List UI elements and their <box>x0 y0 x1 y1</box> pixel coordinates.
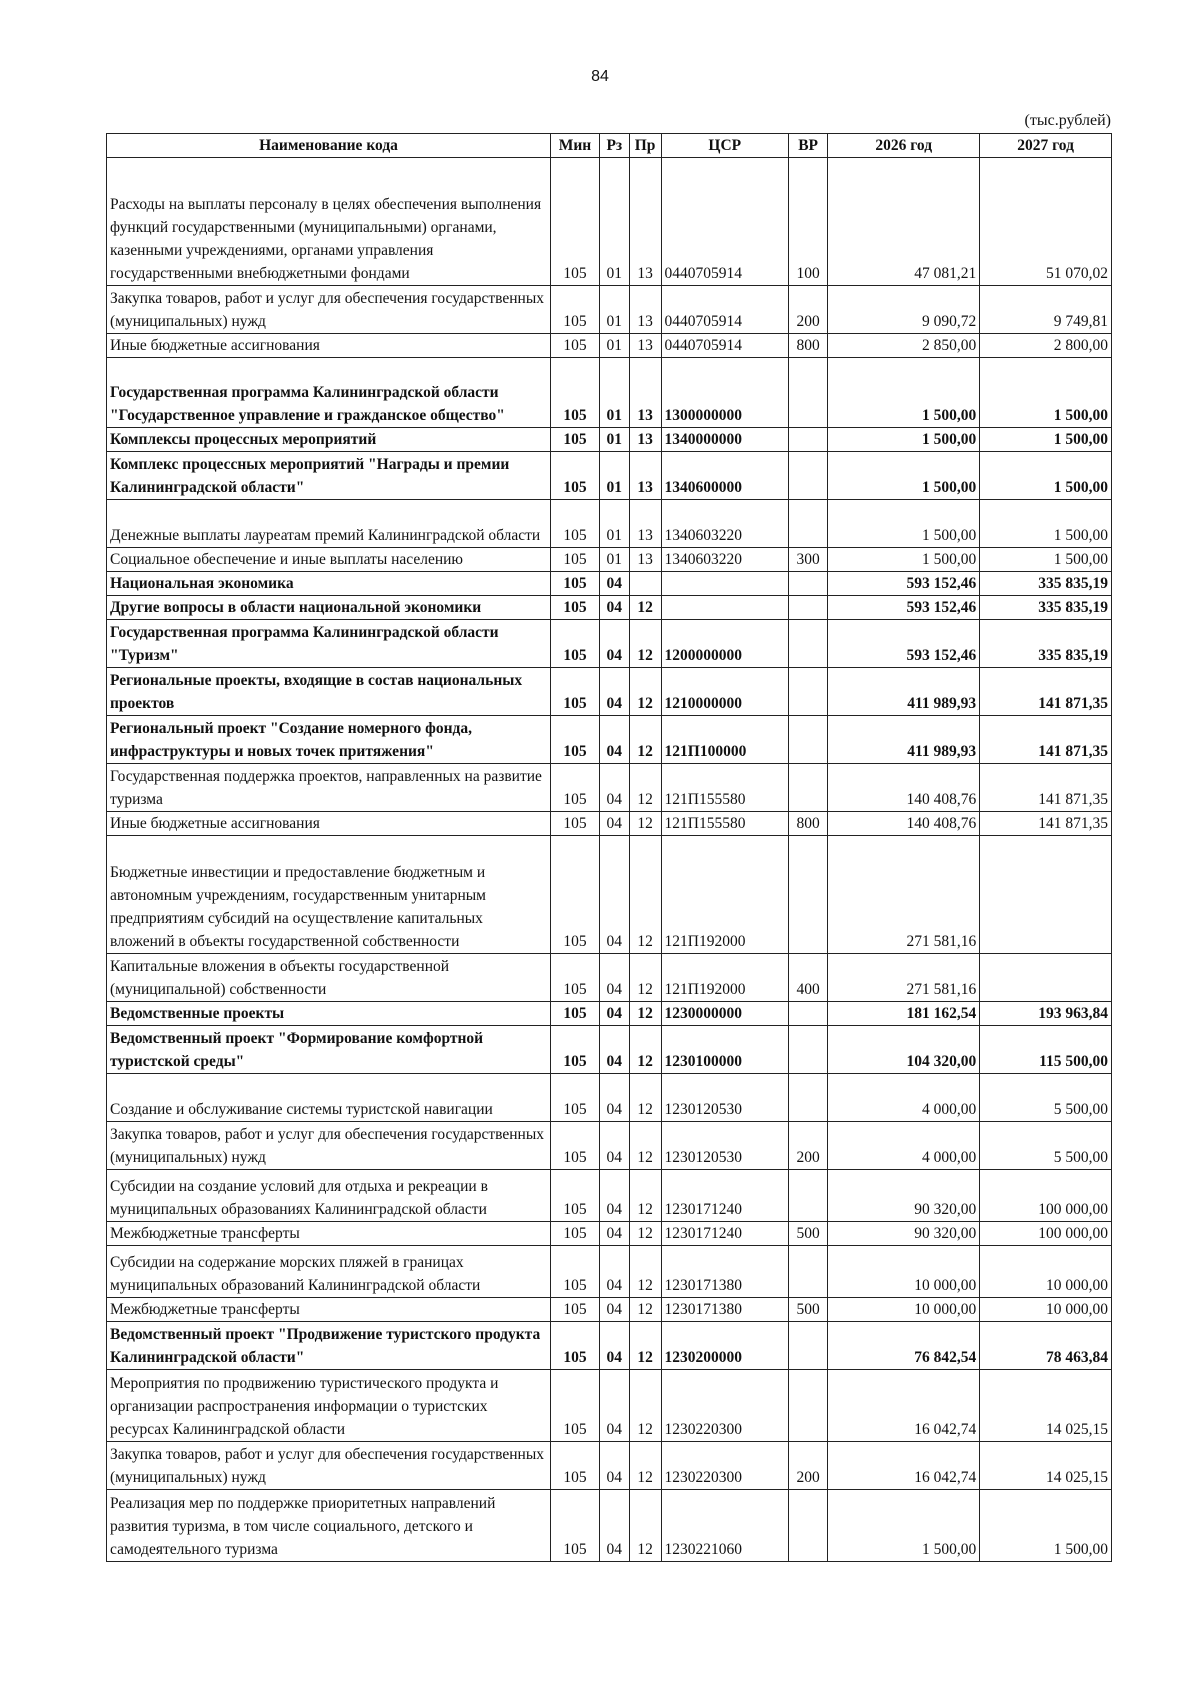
cell-2027: 1 500,00 <box>980 548 1112 572</box>
cell-2026: 76 842,54 <box>828 1322 980 1370</box>
cell-2027: 335 835,19 <box>980 572 1112 596</box>
header-vr: ВР <box>788 134 827 158</box>
cell-name: Создание и обслуживание системы туристской навигации <box>107 1074 551 1122</box>
cell-pr: 12 <box>629 1322 661 1370</box>
table-row <box>107 1246 1112 1298</box>
cell-name: Межбюджетные трансферты <box>107 1222 551 1246</box>
cell-vr <box>788 500 827 548</box>
header-2027: 2027 год <box>980 134 1112 158</box>
cell-pr: 12 <box>629 1170 661 1222</box>
cell-vr <box>788 1370 827 1442</box>
cell-rz: 04 <box>599 1026 629 1074</box>
cell-rz: 04 <box>599 1442 629 1490</box>
cell-2027: 5 500,00 <box>980 1122 1112 1170</box>
cell-pr: 12 <box>629 954 661 1002</box>
cell-vr: 500 <box>788 1222 827 1246</box>
cell-csr <box>661 596 788 620</box>
cell-vr <box>788 428 827 452</box>
cell-2027: 1 500,00 <box>980 452 1112 500</box>
cell-pr: 12 <box>629 1490 661 1562</box>
cell-pr: 12 <box>629 1002 661 1026</box>
table-row <box>107 1490 1112 1562</box>
cell-min: 105 <box>551 500 600 548</box>
cell-csr: 1230120530 <box>661 1122 788 1170</box>
cell-2026: 593 152,46 <box>828 572 980 596</box>
cell-2026: 411 989,93 <box>828 668 980 716</box>
cell-min: 105 <box>551 716 600 764</box>
cell-pr: 13 <box>629 286 661 334</box>
cell-name: Мероприятия по продвижению туристического продукта и организации распространения информации о туристских ресурсах Калининградской области <box>107 1370 551 1442</box>
cell-2027: 9 749,81 <box>980 286 1112 334</box>
cell-pr: 12 <box>629 1026 661 1074</box>
cell-csr: 1340600000 <box>661 452 788 500</box>
cell-pr: 13 <box>629 334 661 358</box>
cell-2027: 78 463,84 <box>980 1322 1112 1370</box>
cell-2027: 141 871,35 <box>980 812 1112 836</box>
cell-vr: 100 <box>788 158 827 286</box>
header-rz: Рз <box>599 134 629 158</box>
cell-min: 105 <box>551 158 600 286</box>
cell-2026: 4 000,00 <box>828 1074 980 1122</box>
cell-pr: 12 <box>629 1370 661 1442</box>
table-row <box>107 286 1112 334</box>
cell-pr: 12 <box>629 668 661 716</box>
cell-rz: 04 <box>599 764 629 812</box>
cell-2026: 2 850,00 <box>828 334 980 358</box>
cell-vr: 500 <box>788 1298 827 1322</box>
cell-name: Бюджетные инвестиции и предоставление бюджетным и автономным учреждениям, государственным унитарным предприятиям субсидий на осуществление капитальных вложений в объекты государственной собственности <box>107 836 551 954</box>
table-body <box>107 158 1112 1562</box>
cell-pr: 13 <box>629 452 661 500</box>
cell-vr <box>788 572 827 596</box>
page-number: 84 <box>591 68 609 85</box>
cell-vr <box>788 1322 827 1370</box>
cell-name: Реализация мер по поддержке приоритетных направлений развития туризма, в том числе социального, детского и самодеятельного туризма <box>107 1490 551 1562</box>
cell-csr: 1230171240 <box>661 1222 788 1246</box>
cell-2026: 593 152,46 <box>828 596 980 620</box>
cell-rz: 04 <box>599 596 629 620</box>
cell-min: 105 <box>551 1002 600 1026</box>
cell-vr <box>788 358 827 428</box>
cell-csr: 1340000000 <box>661 428 788 452</box>
cell-rz: 01 <box>599 500 629 548</box>
cell-name: Денежные выплаты лауреатам премий Калининградской области <box>107 500 551 548</box>
cell-2027: 335 835,19 <box>980 596 1112 620</box>
cell-pr: 12 <box>629 620 661 668</box>
cell-name: Социальное обеспечение и иные выплаты населению <box>107 548 551 572</box>
cell-rz: 01 <box>599 158 629 286</box>
cell-min: 105 <box>551 1490 600 1562</box>
cell-pr: 13 <box>629 358 661 428</box>
cell-vr: 800 <box>788 812 827 836</box>
cell-csr: 1230000000 <box>661 1002 788 1026</box>
cell-2027: 14 025,15 <box>980 1442 1112 1490</box>
cell-2026: 16 042,74 <box>828 1442 980 1490</box>
cell-2026: 10 000,00 <box>828 1246 980 1298</box>
cell-2026: 16 042,74 <box>828 1370 980 1442</box>
cell-vr <box>788 1026 827 1074</box>
cell-min: 105 <box>551 548 600 572</box>
header-name: Наименование кода <box>107 134 551 158</box>
cell-2027: 141 871,35 <box>980 716 1112 764</box>
cell-csr: 121П155580 <box>661 764 788 812</box>
cell-csr: 1230221060 <box>661 1490 788 1562</box>
cell-rz: 01 <box>599 548 629 572</box>
cell-min: 105 <box>551 1442 600 1490</box>
table-row <box>107 1122 1112 1170</box>
cell-rz: 04 <box>599 954 629 1002</box>
cell-pr: 12 <box>629 1442 661 1490</box>
cell-pr: 12 <box>629 596 661 620</box>
cell-name: Расходы на выплаты персоналу в целях обеспечения выполнения функций государственными (муниципальными) органами, казенными учреждениями, органами управления государственными внебюджетными фондами <box>107 158 551 286</box>
cell-csr: 1230120530 <box>661 1074 788 1122</box>
cell-2026: 90 320,00 <box>828 1170 980 1222</box>
cell-2027: 14 025,15 <box>980 1370 1112 1442</box>
cell-2027 <box>980 954 1112 1002</box>
table-header-row <box>107 134 1112 158</box>
table-row <box>107 428 1112 452</box>
cell-name: Комплекс процессных мероприятий "Награды и премии Калининградской области" <box>107 452 551 500</box>
table-row <box>107 1322 1112 1370</box>
cell-pr: 12 <box>629 764 661 812</box>
cell-min: 105 <box>551 668 600 716</box>
table-row <box>107 764 1112 812</box>
cell-rz: 04 <box>599 1122 629 1170</box>
cell-vr <box>788 836 827 954</box>
cell-vr <box>788 668 827 716</box>
cell-rz: 04 <box>599 1074 629 1122</box>
cell-rz: 04 <box>599 668 629 716</box>
cell-min: 105 <box>551 286 600 334</box>
cell-name: Закупка товаров, работ и услуг для обеспечения государственных (муниципальных) нужд <box>107 286 551 334</box>
cell-2026: 271 581,16 <box>828 954 980 1002</box>
cell-csr: 121П192000 <box>661 954 788 1002</box>
cell-min: 105 <box>551 812 600 836</box>
cell-min: 105 <box>551 1370 600 1442</box>
cell-2027: 10 000,00 <box>980 1298 1112 1322</box>
table-row <box>107 812 1112 836</box>
table-row <box>107 1370 1112 1442</box>
cell-pr <box>629 572 661 596</box>
cell-rz: 04 <box>599 1170 629 1222</box>
cell-csr: 1230100000 <box>661 1026 788 1074</box>
cell-rz: 04 <box>599 1490 629 1562</box>
cell-2027: 141 871,35 <box>980 668 1112 716</box>
cell-2026: 90 320,00 <box>828 1222 980 1246</box>
cell-2026: 47 081,21 <box>828 158 980 286</box>
cell-csr: 0440705914 <box>661 286 788 334</box>
cell-csr: 1200000000 <box>661 620 788 668</box>
cell-csr: 1230220300 <box>661 1442 788 1490</box>
cell-vr <box>788 452 827 500</box>
cell-min: 105 <box>551 1170 600 1222</box>
table-row <box>107 1298 1112 1322</box>
cell-name: Ведомственные проекты <box>107 1002 551 1026</box>
cell-2026: 1 500,00 <box>828 500 980 548</box>
cell-2027: 193 963,84 <box>980 1002 1112 1026</box>
cell-pr: 13 <box>629 548 661 572</box>
cell-min: 105 <box>551 1246 600 1298</box>
cell-2026: 1 500,00 <box>828 428 980 452</box>
table-row <box>107 1002 1112 1026</box>
cell-2027: 51 070,02 <box>980 158 1112 286</box>
cell-2027: 115 500,00 <box>980 1026 1112 1074</box>
header-pr: Пр <box>629 134 661 158</box>
cell-min: 105 <box>551 596 600 620</box>
cell-name: Государственная программа Калининградской области "Государственное управление и гражданское общество" <box>107 358 551 428</box>
cell-rz: 04 <box>599 836 629 954</box>
cell-csr: 1230220300 <box>661 1370 788 1442</box>
cell-2026: 140 408,76 <box>828 764 980 812</box>
cell-csr: 121П192000 <box>661 836 788 954</box>
cell-vr <box>788 716 827 764</box>
cell-pr: 12 <box>629 1222 661 1246</box>
cell-name: Иные бюджетные ассигнования <box>107 334 551 358</box>
table-row <box>107 1442 1112 1490</box>
budget-table <box>106 133 1112 1562</box>
cell-2026: 271 581,16 <box>828 836 980 954</box>
cell-pr: 13 <box>629 500 661 548</box>
cell-name: Субсидии на содержание морских пляжей в границах муниципальных образований Калининградской области <box>107 1246 551 1298</box>
cell-rz: 01 <box>599 358 629 428</box>
cell-2026: 411 989,93 <box>828 716 980 764</box>
cell-2026: 1 500,00 <box>828 1490 980 1562</box>
cell-csr: 1230171240 <box>661 1170 788 1222</box>
cell-min: 105 <box>551 358 600 428</box>
cell-min: 105 <box>551 334 600 358</box>
cell-2027: 5 500,00 <box>980 1074 1112 1122</box>
header-min: Мин <box>551 134 600 158</box>
cell-csr: 1340603220 <box>661 500 788 548</box>
cell-vr: 200 <box>788 1122 827 1170</box>
cell-csr: 1340603220 <box>661 548 788 572</box>
cell-pr: 12 <box>629 1246 661 1298</box>
cell-vr: 200 <box>788 286 827 334</box>
cell-name: Комплексы процессных мероприятий <box>107 428 551 452</box>
cell-min: 105 <box>551 1322 600 1370</box>
table-row <box>107 158 1112 286</box>
cell-rz: 04 <box>599 1322 629 1370</box>
cell-2027 <box>980 836 1112 954</box>
cell-2026: 181 162,54 <box>828 1002 980 1026</box>
cell-vr <box>788 1490 827 1562</box>
table-row <box>107 548 1112 572</box>
cell-min: 105 <box>551 452 600 500</box>
cell-rz: 04 <box>599 1298 629 1322</box>
cell-pr: 12 <box>629 1074 661 1122</box>
cell-name: Иные бюджетные ассигнования <box>107 812 551 836</box>
cell-pr: 12 <box>629 1122 661 1170</box>
cell-2027: 141 871,35 <box>980 764 1112 812</box>
cell-pr: 13 <box>629 158 661 286</box>
cell-vr: 800 <box>788 334 827 358</box>
cell-min: 105 <box>551 1074 600 1122</box>
cell-rz: 01 <box>599 428 629 452</box>
table-row <box>107 1170 1112 1222</box>
cell-2026: 4 000,00 <box>828 1122 980 1170</box>
cell-2026: 593 152,46 <box>828 620 980 668</box>
cell-2027: 1 500,00 <box>980 500 1112 548</box>
cell-2026: 104 320,00 <box>828 1026 980 1074</box>
cell-vr <box>788 1074 827 1122</box>
table-row <box>107 716 1112 764</box>
table-row <box>107 572 1112 596</box>
cell-name: Закупка товаров, работ и услуг для обеспечения государственных (муниципальных) нужд <box>107 1442 551 1490</box>
cell-2027: 335 835,19 <box>980 620 1112 668</box>
cell-min: 105 <box>551 1026 600 1074</box>
cell-pr: 12 <box>629 1298 661 1322</box>
cell-vr: 400 <box>788 954 827 1002</box>
cell-rz: 04 <box>599 812 629 836</box>
table-row <box>107 1026 1112 1074</box>
cell-pr: 12 <box>629 716 661 764</box>
header-csr: ЦСР <box>661 134 788 158</box>
table-row <box>107 668 1112 716</box>
cell-name: Субсидии на создание условий для отдыха и рекреации в муниципальных образованиях Калининградской области <box>107 1170 551 1222</box>
cell-2026: 9 090,72 <box>828 286 980 334</box>
cell-rz: 04 <box>599 572 629 596</box>
units-label: (тыс.рублей) <box>1024 112 1111 129</box>
cell-pr: 12 <box>629 836 661 954</box>
table-row <box>107 334 1112 358</box>
cell-vr: 200 <box>788 1442 827 1490</box>
cell-name: Межбюджетные трансферты <box>107 1298 551 1322</box>
cell-name: Ведомственный проект "Продвижение туристского продукта Калининградской области" <box>107 1322 551 1370</box>
cell-csr: 1230171380 <box>661 1298 788 1322</box>
cell-2027: 10 000,00 <box>980 1246 1112 1298</box>
cell-2026: 1 500,00 <box>828 548 980 572</box>
cell-vr <box>788 620 827 668</box>
cell-rz: 04 <box>599 1246 629 1298</box>
cell-csr: 121П100000 <box>661 716 788 764</box>
table-row <box>107 1074 1112 1122</box>
cell-vr <box>788 764 827 812</box>
table-row <box>107 954 1112 1002</box>
cell-rz: 01 <box>599 452 629 500</box>
table-row <box>107 1222 1112 1246</box>
cell-name: Государственная программа Калининградской области "Туризм" <box>107 620 551 668</box>
cell-min: 105 <box>551 428 600 452</box>
cell-csr: 121П155580 <box>661 812 788 836</box>
cell-min: 105 <box>551 1122 600 1170</box>
cell-name: Закупка товаров, работ и услуг для обеспечения государственных (муниципальных) нужд <box>107 1122 551 1170</box>
cell-vr <box>788 596 827 620</box>
cell-min: 105 <box>551 1298 600 1322</box>
cell-rz: 04 <box>599 1222 629 1246</box>
cell-name: Ведомственный проект "Формирование комфортной туристской среды" <box>107 1026 551 1074</box>
cell-min: 105 <box>551 572 600 596</box>
cell-csr: 1230200000 <box>661 1322 788 1370</box>
cell-2026: 140 408,76 <box>828 812 980 836</box>
table-row <box>107 836 1112 954</box>
cell-2027: 1 500,00 <box>980 1490 1112 1562</box>
cell-csr: 1210000000 <box>661 668 788 716</box>
cell-vr <box>788 1246 827 1298</box>
table-row <box>107 620 1112 668</box>
cell-vr <box>788 1170 827 1222</box>
cell-rz: 04 <box>599 1002 629 1026</box>
cell-name: Региональные проекты, входящие в состав национальных проектов <box>107 668 551 716</box>
cell-min: 105 <box>551 764 600 812</box>
cell-rz: 04 <box>599 620 629 668</box>
table-row <box>107 358 1112 428</box>
cell-csr: 1230171380 <box>661 1246 788 1298</box>
cell-csr: 1300000000 <box>661 358 788 428</box>
cell-csr <box>661 572 788 596</box>
table-row <box>107 596 1112 620</box>
cell-name: Региональный проект "Создание номерного фонда, инфраструктуры и новых точек притяжения" <box>107 716 551 764</box>
cell-2027: 2 800,00 <box>980 334 1112 358</box>
cell-pr: 13 <box>629 428 661 452</box>
table-row <box>107 452 1112 500</box>
cell-vr <box>788 1002 827 1026</box>
cell-name: Капитальные вложения в объекты государственной (муниципальной) собственности <box>107 954 551 1002</box>
cell-name: Государственная поддержка проектов, направленных на развитие туризма <box>107 764 551 812</box>
cell-name: Национальная экономика <box>107 572 551 596</box>
cell-csr: 0440705914 <box>661 334 788 358</box>
cell-2027: 1 500,00 <box>980 358 1112 428</box>
cell-rz: 04 <box>599 716 629 764</box>
cell-2026: 10 000,00 <box>828 1298 980 1322</box>
cell-min: 105 <box>551 1222 600 1246</box>
cell-rz: 01 <box>599 286 629 334</box>
cell-2026: 1 500,00 <box>828 452 980 500</box>
cell-2027: 100 000,00 <box>980 1170 1112 1222</box>
cell-rz: 01 <box>599 334 629 358</box>
cell-rz: 04 <box>599 1370 629 1442</box>
cell-min: 105 <box>551 836 600 954</box>
cell-min: 105 <box>551 954 600 1002</box>
table-row <box>107 500 1112 548</box>
cell-csr: 0440705914 <box>661 158 788 286</box>
cell-2027: 1 500,00 <box>980 428 1112 452</box>
cell-2027: 100 000,00 <box>980 1222 1112 1246</box>
header-2026: 2026 год <box>828 134 980 158</box>
cell-2026: 1 500,00 <box>828 358 980 428</box>
cell-pr: 12 <box>629 812 661 836</box>
cell-vr: 300 <box>788 548 827 572</box>
cell-name: Другие вопросы в области национальной экономики <box>107 596 551 620</box>
cell-min: 105 <box>551 620 600 668</box>
